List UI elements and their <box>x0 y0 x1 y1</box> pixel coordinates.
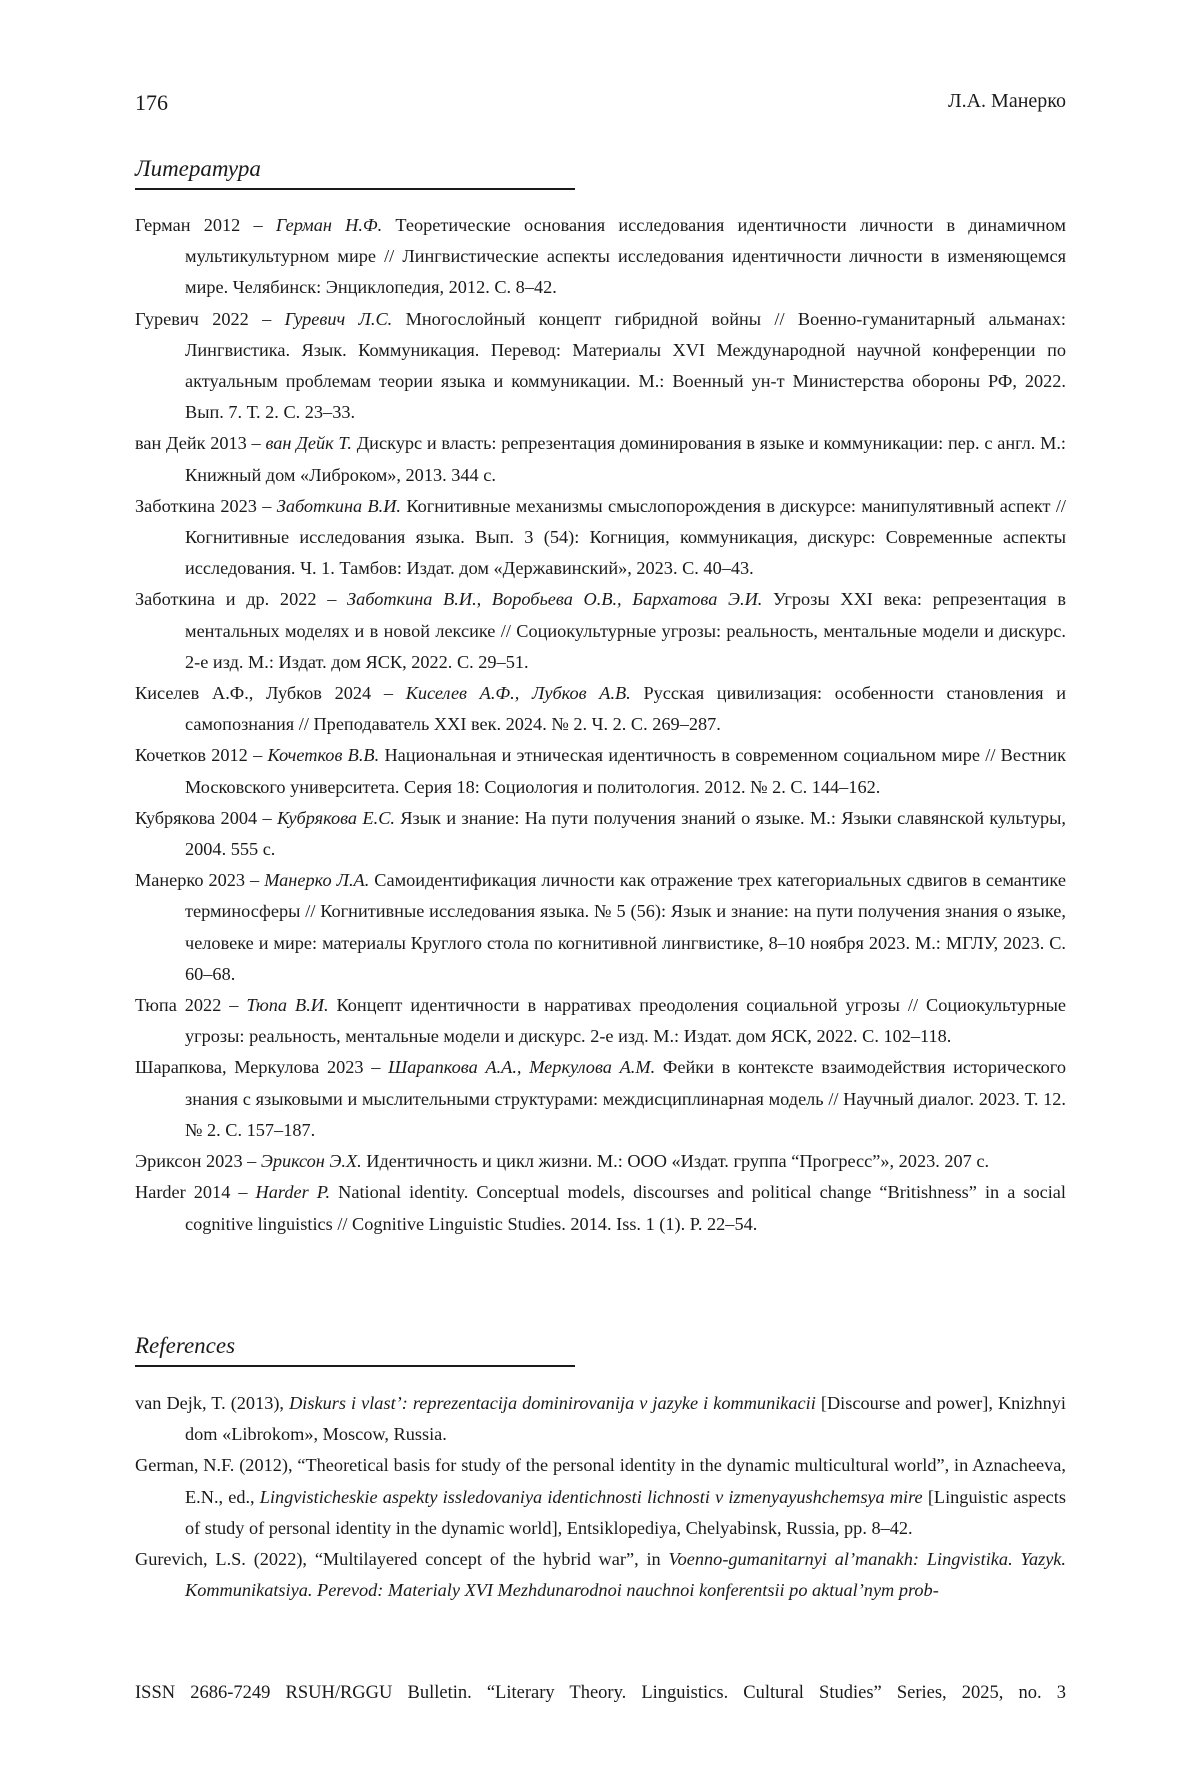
entry-text-segment: Герман 2012 – <box>135 215 276 235</box>
literature-rule <box>135 188 575 190</box>
entry-text-segment: Концепт идентичности в нарративах преодоления социальной угрозы // Социокультурные угрозы: реальность, ментальные модели и дискурс. 2-е изд. М.: Издат. дом ЯСК, 2022. С. 102–118. <box>185 995 1066 1046</box>
entry-text-segment: Многослойный концепт гибридной войны // Военно-гуманитарный альманах: Лингвистика. Язык. Коммуникация. Перевод: Материалы XVI Международной научной конференции по актуальным проблемам теории языка и коммуникации. М.: Военный ун-т Министерства обороны РФ, 2022. Вып. 7. Т. 2. С. 23–33. <box>185 309 1066 423</box>
references-rule <box>135 1365 575 1367</box>
entry-italic-segment: Шарапкова А.А., Меркулова А.М. <box>388 1057 655 1077</box>
page-number: 176 <box>135 90 168 116</box>
running-author: Л.А. Манерко <box>948 90 1066 113</box>
entry-text-segment: Эриксон 2023 – <box>135 1151 261 1171</box>
entry-text-segment: National identity. Conceptual models, discourses and political change “Britishness” in a social cognitive linguistics // Cognitive Linguistic Studies. 2014. Iss. 1 (1). P. 22–54. <box>185 1182 1066 1233</box>
entry-italic-segment: ван Дейк Т. <box>265 433 352 453</box>
entry-text-segment: Заботкина 2023 – <box>135 496 277 516</box>
bibliography-entry <box>135 210 1066 304</box>
entry-italic-segment: Герман Н.Ф. <box>276 215 382 235</box>
footer-issn: ISSN 2686-7249 RSUH/RGGU Bulletin. “Literary Theory. Linguistics. Cultural Studies” Series, 2025, no. 3 <box>135 1683 1066 1704</box>
entry-text-segment: Кочетков 2012 – <box>135 745 268 765</box>
entry-text-segment: van Dejk, T. (2013), <box>135 1393 289 1413</box>
entry-text-segment: Русская цивилизация: особенности становления и самопознания // Преподаватель XXI век. 2024. № 2. Ч. 2. С. 269–287. <box>185 683 1066 734</box>
entry-text-segment: Harder 2014 – <box>135 1182 256 1202</box>
bibliography-entry <box>135 1388 1066 1450</box>
bibliography-entry <box>135 1544 1066 1606</box>
entry-text-segment: Киселев А.Ф., Лубков 2024 – <box>135 683 406 703</box>
entry-text-segment: [Discourse and power], Knizhnyi dom «Librokom», Moscow, Russia. <box>185 1393 1066 1444</box>
bibliography-entry <box>135 1052 1066 1146</box>
entry-italic-segment: Harder P. <box>256 1182 331 1202</box>
entry-italic-segment: Киселев А.Ф., Лубков А.В. <box>406 683 631 703</box>
entry-italic-segment: Кочетков В.В. <box>268 745 380 765</box>
entry-text-segment: Gurevich, L.S. (2022), “Multilayered concept of the hybrid war”, in <box>135 1549 669 1569</box>
entry-text-segment: ван Дейк 2013 – <box>135 433 265 453</box>
entry-text-segment: Национальная и этническая идентичность в современном социальном мире // Вестник Московского университета. Серия 18: Социология и политология. 2012. № 2. С. 144–162. <box>185 745 1066 796</box>
bibliography-entry <box>135 304 1066 429</box>
literature-list <box>135 210 1066 1240</box>
entry-italic-segment: Кубрякова Е.С. <box>277 808 395 828</box>
entry-italic-segment: Lingvisticheskie aspekty issledovaniya identichnosti lichnosti v izmenyayushchemsya mire <box>260 1487 923 1507</box>
bibliography-entry <box>135 1177 1066 1239</box>
entry-text-segment: Тюпа 2022 – <box>135 995 246 1015</box>
entry-italic-segment: Voenno-gumanitarnyi al’manakh: Lingvistika. Yazyk. Kommunikatsiya. Perevod: Materialy XVI Mezhdunarodnoi nauchnoi konferentsii po aktual’nym prob- <box>185 1549 1066 1600</box>
entry-italic-segment: Заботкина В.И. <box>277 496 401 516</box>
bibliography-entry <box>135 865 1066 990</box>
entry-text-segment: Заботкина и др. 2022 – <box>135 589 347 609</box>
bibliography-entry <box>135 1146 1066 1177</box>
running-header <box>135 90 1066 120</box>
entry-text-segment: German, N.F. (2012), “Theoretical basis for study of the personal identity in the dynamic multicultural world”, in Aznacheeva, E.N., ed., <box>135 1455 1066 1506</box>
bibliography-entry <box>135 428 1066 490</box>
entry-text-segment: Гуревич 2022 – <box>135 309 285 329</box>
entry-text-segment: Идентичность и цикл жизни. М.: ООО «Издат. группа “Прогресс”», 2023. 207 с. <box>362 1151 989 1171</box>
entry-text-segment: Дискурс и власть: репрезентация доминирования в языке и коммуникации: пер. с англ. М.: Книжный дом «Либроком», 2013. 344 с. <box>185 433 1066 484</box>
entry-italic-segment: Эриксон Э.Х. <box>261 1151 362 1171</box>
entry-italic-segment: Заботкина В.И., Воробьева О.В., Бархатова Э.И. <box>347 589 762 609</box>
bibliography-entry <box>135 584 1066 678</box>
entry-italic-segment: Манерко Л.А. <box>264 870 369 890</box>
entry-text-segment: Язык и знание: На пути получения знаний о языке. М.: Языки славянской культуры, 2004. 555 с. <box>185 808 1066 859</box>
bibliography-entry <box>135 678 1066 740</box>
bibliography-entry <box>135 803 1066 865</box>
bibliography-entry <box>135 491 1066 585</box>
references-heading: References <box>135 1333 235 1359</box>
entry-text-segment: Самоидентификация личности как отражение трех категориальных сдвигов в семантике терминосферы // Когнитивные исследования языка. № 5 (56): Язык и знание: на пути получения знания о языке, человеке и мире: материалы Круглого стола по когнитивной лингвистике, 8–10 ноября 2023. М.: МГЛУ, 2023. С. 60–68. <box>185 870 1066 984</box>
entry-text-segment: [Linguistic aspects of study of personal identity in the dynamic world], Entsiklopediya, Chelyabinsk, Russia, pp. 8–42. <box>185 1487 1066 1538</box>
bibliography-entry <box>135 990 1066 1052</box>
entry-text-segment: Шарапкова, Меркулова 2023 – <box>135 1057 388 1077</box>
literature-heading: Литература <box>135 156 261 182</box>
entry-text-segment: Фейки в контексте взаимодействия исторического знания с языковыми и мыслительными структурами: междисциплинарная модель // Научный диалог. 2023. Т. 12. № 2. С. 157–187. <box>185 1057 1066 1139</box>
entry-text-segment: Манерко 2023 – <box>135 870 264 890</box>
entry-italic-segment: Тюпа В.И. <box>246 995 328 1015</box>
entry-text-segment: Когнитивные механизмы смыслопорождения в дискурсе: манипулятивный аспект // Когнитивные исследования языка. Вып. 3 (54): Когниция, коммуникация, дискурс: Современные аспекты исследования. Ч. 1. Тамбов: Издат. дом «Державинский», 2023. С. 40–43. <box>185 496 1066 578</box>
bibliography-entry <box>135 740 1066 802</box>
entry-italic-segment: Гуревич Л.С. <box>285 309 393 329</box>
entry-text-segment: Кубрякова 2004 – <box>135 808 277 828</box>
bibliography-entry <box>135 1450 1066 1544</box>
entry-italic-segment: Diskurs i vlast’: reprezentacija dominirovanija v jazyke i kommunikacii <box>289 1393 816 1413</box>
entry-text-segment: Угрозы XXI века: репрезентация в ментальных моделях и в новой лексике // Социокультурные угрозы: реальность, ментальные модели и дискурс. 2-е изд. М.: Издат. дом ЯСК, 2022. С. 29–51. <box>185 589 1066 671</box>
references-list <box>135 1388 1066 1606</box>
entry-text-segment: Теоретические основания исследования идентичности личности в динамичном мультикультурном мире // Лингвистические аспекты исследования идентичности личности в изменяющемся мире. Челябинск: Энциклопедия, 2012. С. 8–42. <box>185 215 1066 297</box>
